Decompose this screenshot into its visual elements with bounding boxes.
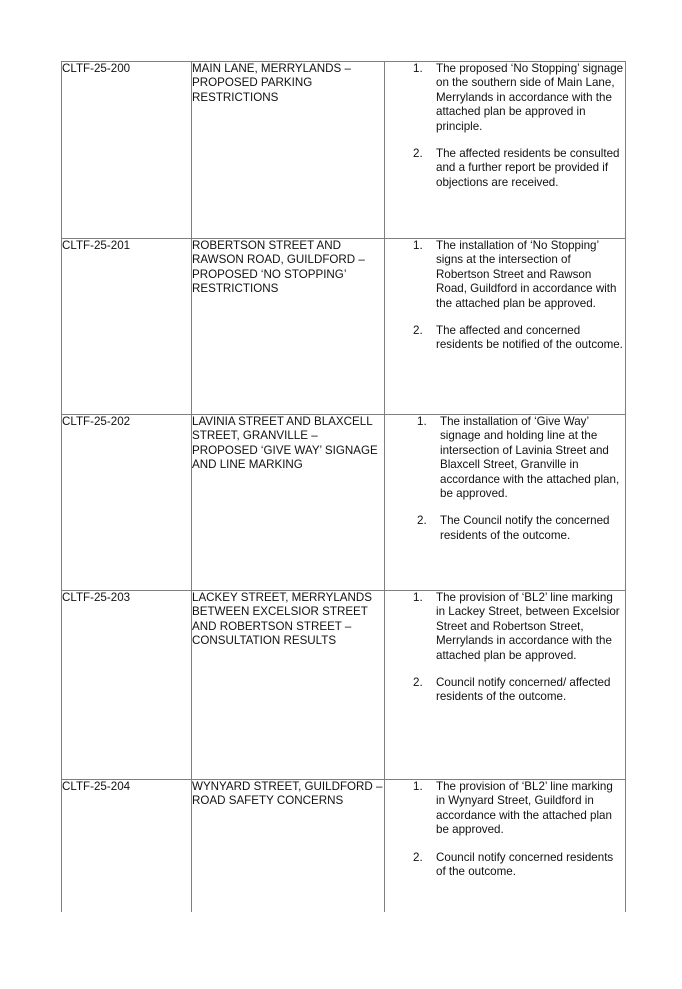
recommendation-number: 2.: [413, 850, 423, 864]
recommendation-number: 1.: [413, 239, 423, 252]
item-id: CLTF-25-202: [62, 415, 192, 591]
item-id: CLTF-25-201: [62, 239, 192, 415]
recommendation-item: [385, 147, 625, 190]
recommendation-number: 2.: [417, 514, 427, 528]
recommendation-number: 2.: [413, 676, 423, 690]
item-title: LAVINIA STREET AND BLAXCELL STREET, GRANVILLE – PROPOSED ‘GIVE WAY’ SIGNAGE AND LINE MARKING: [192, 415, 385, 591]
recommendation-cell: [385, 415, 626, 591]
recommendation-cell: [385, 62, 626, 239]
recommendation-item: [385, 62, 625, 134]
recommendation-text: The provision of ‘BL2’ line marking in Wynyard Street, Guildford in accordance with the attached plan be approved.: [436, 780, 613, 837]
recommendation-text: The provision of ‘BL2’ line marking in Lackey Street, between Excelsior Street and Robertson Street, Merrylands in accordance with the attached plan be approved.: [436, 591, 620, 662]
recommendation-text: The affected and concerned residents be notified of the outcome.: [436, 324, 623, 352]
recommendation-item: [385, 324, 625, 353]
item-title: ROBERTSON STREET AND RAWSON ROAD, GUILDFORD – PROPOSED ‘NO STOPPING’ RESTRICTIONS: [192, 239, 385, 415]
recommendation-text: The installation of ‘No Stopping’ signs at the intersection of Robertson Street and Rawson Road, Guildford in accordance with the attached plan be approved.: [436, 239, 617, 310]
recommendation-item: [385, 851, 625, 880]
recommendation-number: 2.: [413, 324, 423, 338]
table-row: [62, 591, 626, 780]
table-row: [62, 62, 626, 239]
recommendation-item: [385, 415, 625, 501]
recommendations-table: [61, 61, 626, 912]
recommendation-list: [385, 62, 625, 190]
recommendation-number: 1.: [413, 62, 423, 75]
table-row: [62, 239, 626, 415]
item-id: CLTF-25-204: [62, 780, 192, 912]
recommendation-item: [385, 514, 625, 543]
recommendation-cell: [385, 239, 626, 415]
recommendation-text: Council notify concerned/ affected residents of the outcome.: [436, 676, 611, 704]
recommendation-text: The proposed ‘No Stopping’ signage on the southern side of Main Lane, Merrylands in accordance with the attached plan be approved in principle.: [436, 62, 624, 133]
recommendation-item: [385, 676, 625, 705]
item-title: MAIN LANE, MERRYLANDS – PROPOSED PARKING RESTRICTIONS: [192, 62, 385, 239]
recommendation-item: [385, 591, 625, 663]
recommendation-number: 1.: [417, 415, 427, 428]
recommendation-number: 2.: [413, 147, 423, 161]
recommendation-text: Council notify concerned residents of the outcome.: [436, 850, 614, 879]
table-row: [62, 415, 626, 591]
recommendation-text: The installation of ‘Give Way’ signage and holding line at the intersection of Lavinia Street and Blaxcell Street, Granville in accordance with the attached plan, be approved.: [440, 415, 620, 501]
recommendation-number: 1.: [413, 780, 423, 793]
recommendation-cell: [385, 591, 626, 780]
recommendation-list: [385, 415, 625, 543]
recommendation-list: [385, 780, 625, 879]
item-id: CLTF-25-203: [62, 591, 192, 780]
recommendation-item: [385, 780, 625, 838]
recommendation-number: 1.: [413, 591, 423, 604]
recommendation-list: [385, 591, 625, 705]
item-id: CLTF-25-200: [62, 62, 192, 239]
item-title: LACKEY STREET, MERRYLANDS BETWEEN EXCELSIOR STREET AND ROBERTSON STREET – CONSULTATION RESULTS: [192, 591, 385, 780]
recommendation-text: The Council notify the concerned residents of the outcome.: [440, 514, 610, 542]
item-title: WYNYARD STREET, GUILDFORD – ROAD SAFETY CONCERNS: [192, 780, 385, 912]
recommendation-cell: [385, 780, 626, 912]
recommendation-item: [385, 239, 625, 311]
recommendation-list: [385, 239, 625, 353]
table-row: [62, 780, 626, 912]
recommendation-text: The affected residents be consulted and a further report be provided if objections are received.: [436, 147, 620, 189]
